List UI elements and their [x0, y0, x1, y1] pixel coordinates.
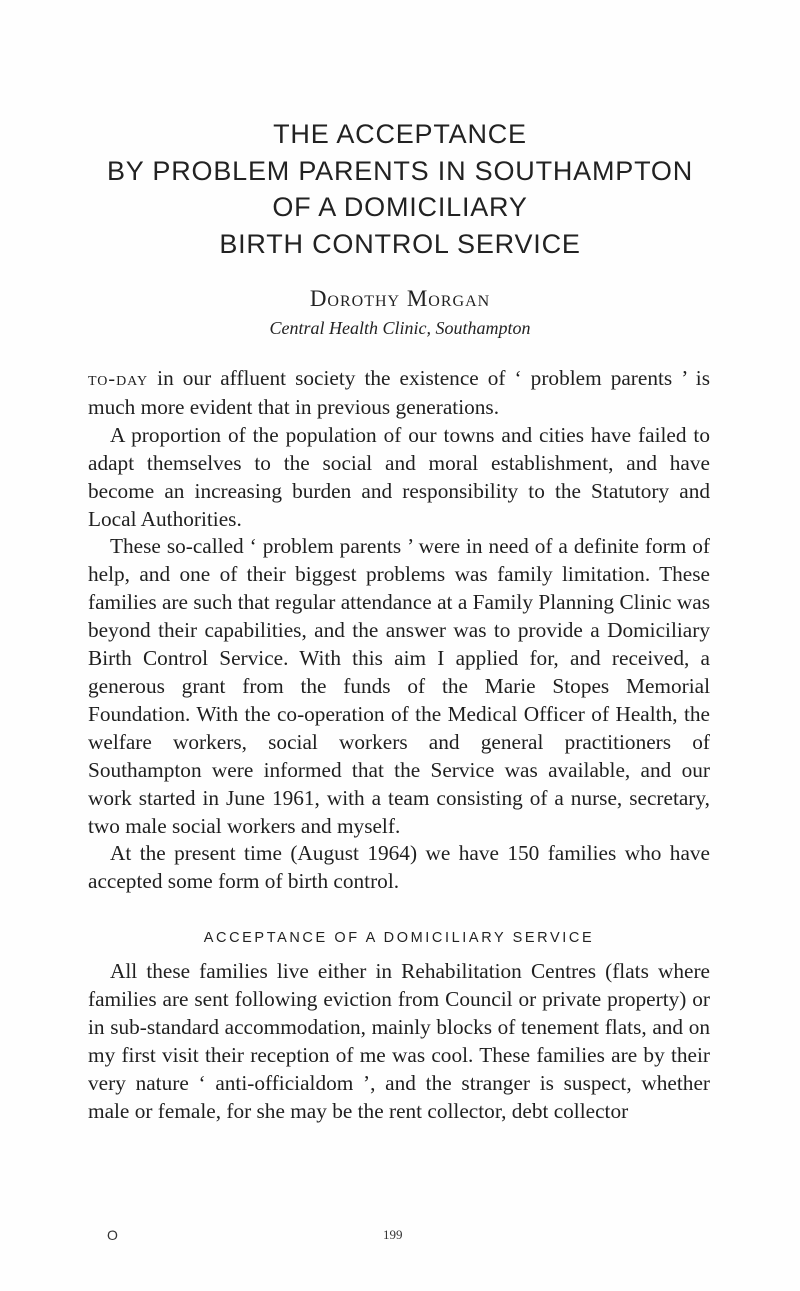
title-line: THE ACCEPTANCE [273, 119, 527, 149]
paragraph: All these families live either in Rehabilitation Centres (flats where families are sent following eviction from Council or private property) or in sub-standard accommodation, mainly blocks of tenement flats, and on my first visit their reception of me was cool. These families are by their very nature ‘ anti-officialdom ’, and the stranger is suspect, whether male or female, for she may be the rent collector, debt collector [88, 959, 710, 1123]
article-title [100, 116, 700, 262]
paragraph: At the present time (August 1964) we have 150 families who have accepted some form of birth control. [88, 841, 710, 894]
intro-text: in our affluent society the existence of ‘ problem parents ’ is much more evident that in previous generations. [88, 366, 710, 419]
intro-paragraph [88, 365, 710, 422]
author-name: Dorothy Morgan [309, 286, 491, 311]
section-body [88, 958, 710, 1125]
lead-words: to-day [88, 368, 149, 390]
author-affiliation: Central Health Clinic, Southampton [269, 318, 531, 338]
title-line: BY PROBLEM PARENTS IN SOUTHAMPTON [106, 155, 693, 186]
title-line: OF A DOMICILIARY [272, 192, 528, 222]
page-number: 199 [383, 1227, 403, 1242]
signature-mark: O [107, 1227, 118, 1243]
paragraph: A proportion of the population of our towns and cities have failed to adapt themselves to the social and moral establishment, and have become an increasing burden and responsibility to the Statutory and Local Authorities. [88, 422, 710, 531]
title-line: BIRTH CONTROL SERVICE [219, 228, 581, 259]
section-heading: ACCEPTANCE OF A DOMICILIARY SERVICE [203, 930, 595, 946]
article-body [88, 365, 710, 896]
paragraph: These so-called ‘ problem parents ’ were in need of a definite form of help, and one of their biggest problems was family limitation. These families are such that regular attendance at a Family Planning Clinic was beyond their capabilities, and the answer was to provide a Domiciliary Birth Control Service. With this aim I applied for, and received, a generous grant from the funds of the Marie Stopes Memorial Foundation. With the co-operation of the Medical Officer of Health, the welfare workers, social workers and general practitioners of Southampton were informed that the Service was available, and our work started in June 1961, with a team consisting of a nurse, secretary, two male social workers and myself. [88, 534, 710, 838]
